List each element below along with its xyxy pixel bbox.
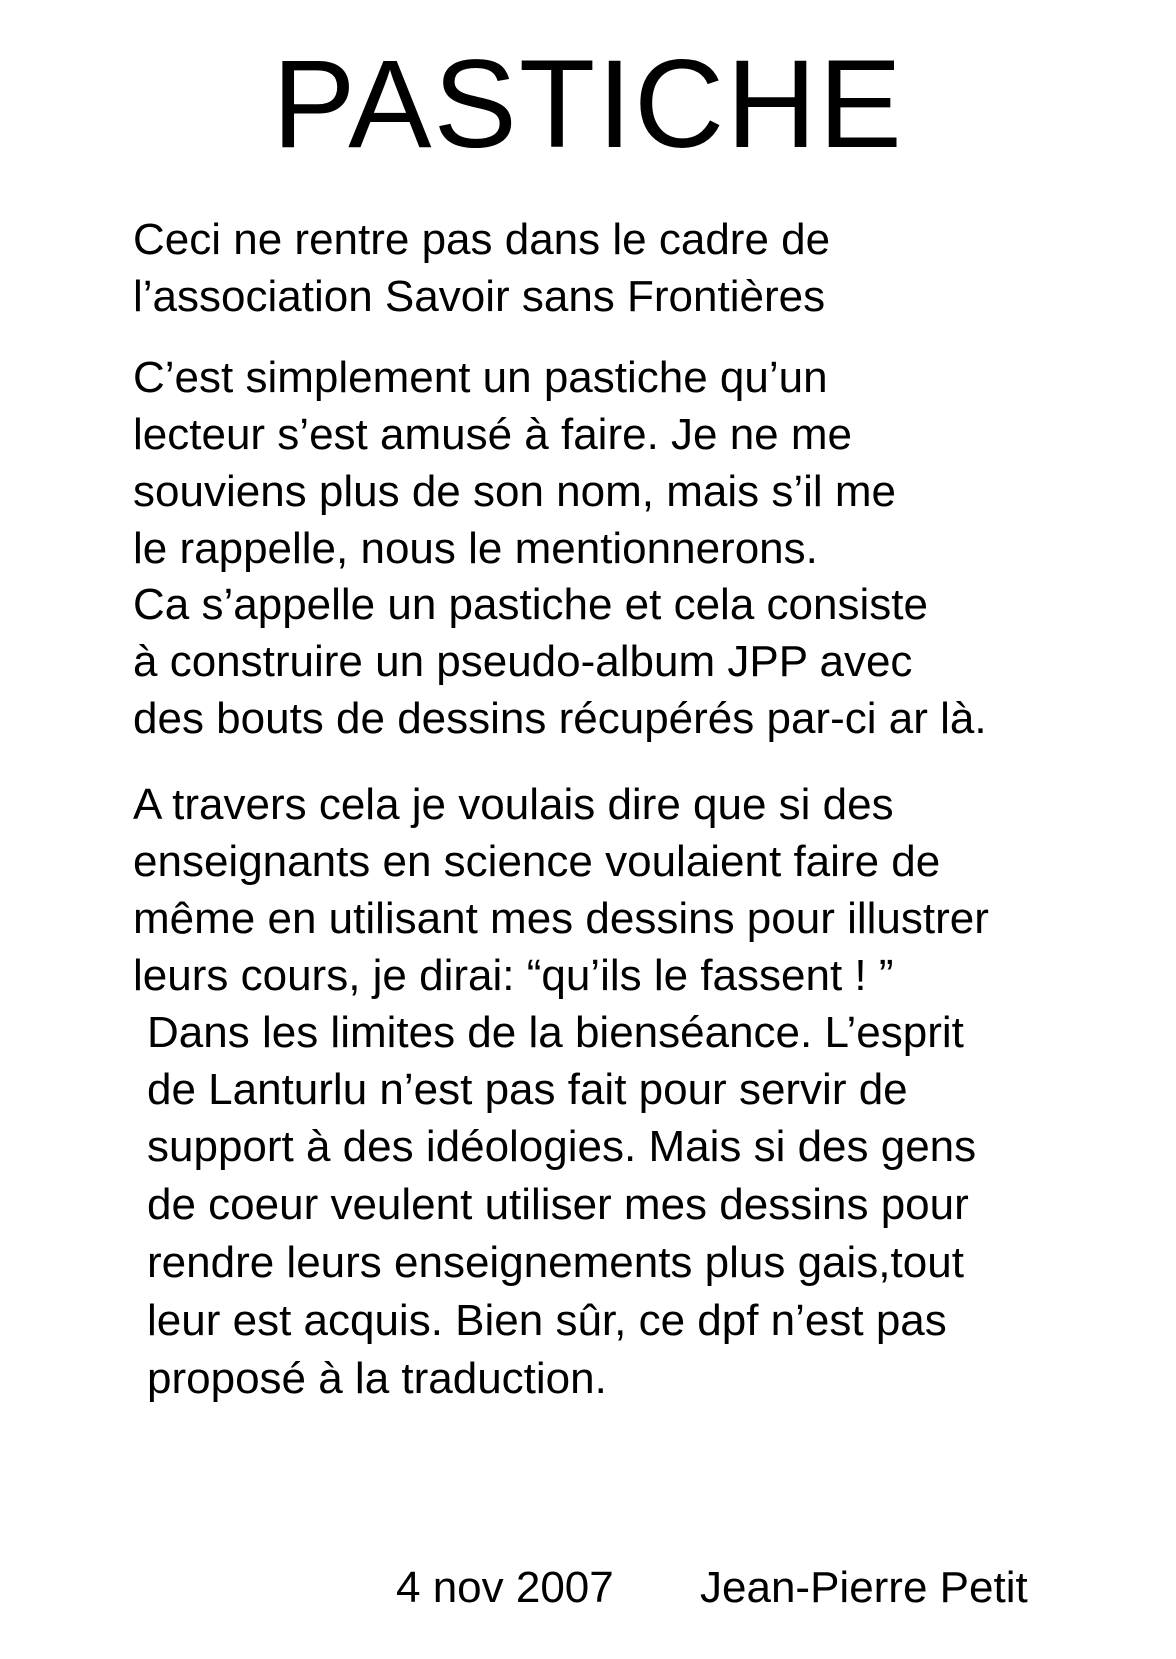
paragraph-2-line-4: le rappelle, nous le mentionnerons. xyxy=(133,524,818,573)
page-title: PASTICHE xyxy=(272,35,904,174)
paragraph-2-line-7: des bouts de dessins récupérés par-ci ar là. xyxy=(133,694,987,743)
paragraph-2-line-2: lecteur s’est amusé à faire. Je ne me xyxy=(133,410,852,459)
paragraph-2-line-1: C’est simplement un pastiche qu’un xyxy=(133,353,828,402)
paragraph-2-line-5: Ca s’appelle un pastiche et cela consiste xyxy=(133,580,928,629)
paragraph-4-line-5: rendre leurs enseignements plus gais,tout xyxy=(147,1238,964,1287)
paragraph-4-line-7: proposé à la traduction. xyxy=(147,1354,607,1403)
paragraph-1-line-2: l’association Savoir sans Frontières xyxy=(133,272,826,321)
paragraph-3-line-4: leurs cours, je dirai: “qu’ils le fassent ! ” xyxy=(133,951,894,1000)
paragraph-3-line-3: même en utilisant mes dessins pour illustrer xyxy=(133,894,989,943)
paragraph-3-line-2: enseignants en science voulaient faire de xyxy=(133,837,941,886)
paragraph-4-line-1: Dans les limites de la bienséance. L’esprit xyxy=(147,1008,964,1057)
paragraph-4-line-2: de Lanturlu n’est pas fait pour servir de xyxy=(147,1065,908,1114)
paragraph-4-line-4: de coeur veulent utiliser mes dessins pour xyxy=(147,1180,969,1229)
paragraph-4-line-3: support à des idéologies. Mais si des gens xyxy=(147,1122,977,1171)
paragraph-2-line-3: souviens plus de son nom, mais s’il me xyxy=(133,467,896,516)
paragraph-2-line-6: à construire un pseudo-album JPP avec xyxy=(133,637,913,686)
footer-author: Jean-Pierre Petit xyxy=(700,1563,1028,1612)
paragraph-1-line-1: Ceci ne rentre pas dans le cadre de xyxy=(133,215,831,264)
paragraph-3-line-1: A travers cela je voulais dire que si des xyxy=(133,780,894,829)
footer-date: 4 nov 2007 xyxy=(396,1563,614,1612)
paragraph-4-line-6: leur est acquis. Bien sûr, ce dpf n’est pas xyxy=(147,1296,947,1345)
